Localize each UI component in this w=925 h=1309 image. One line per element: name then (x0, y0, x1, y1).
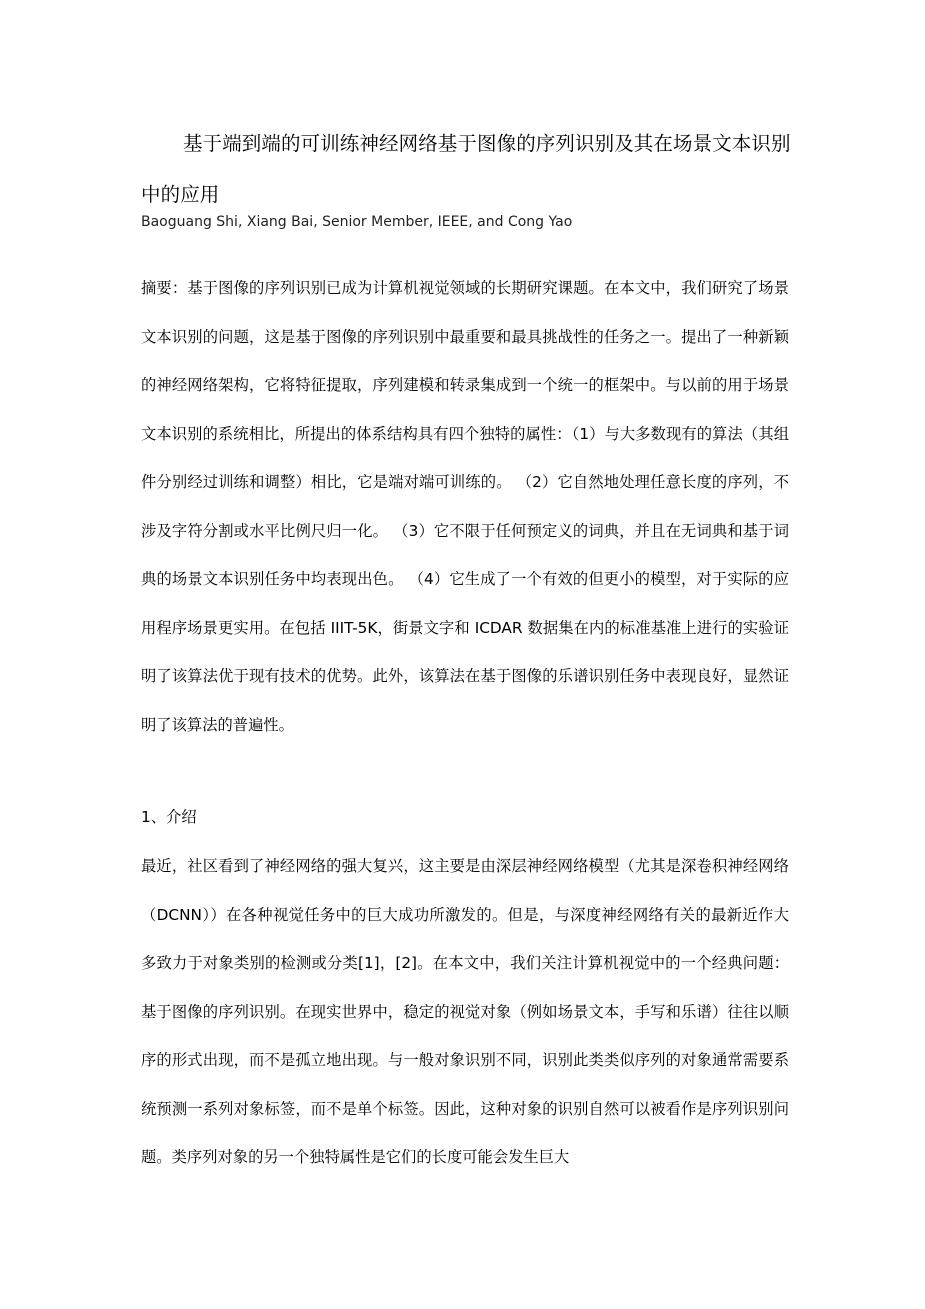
abstract-paragraph: 摘要：基于图像的序列识别已成为计算机视觉领域的长期研究课题。在本文中，我们研究了场景文本识别的问题，这是基于图像的序列识别中最重要和最具挑战性的任务之一。提出了一种新颖的神经网络架构，它将特征提取，序列建模和转录集成到一个统一的框架中。与以前的用于场景文本识别的系统相比，所提出的体系结构具有四个独特的属性：（1）与大多数现有的算法（其组件分别经过训练和调整）相比，它是端对端可训练的。 （2）它自然地处理任意长度的序列，不涉及字符分割或水平比例尺归一化。 （3）它不限于任何预定义的词典，并且在无词典和基于词典的场景文本识别任务中均表现出色。 （4）它生成了一个有效的但更小的模型，对于实际的应用程序场景更实用。在包括 IIIT-5K，街景文字和 ICDAR 数据集在内的标准基准上进行的实验证明了该算法优于现有技术的优势。此外，该算法在基于图像的乐谱识别任务中表现良好，显然证明了该算法的普遍性。 (141, 279, 789, 734)
section-heading-introduction: 1、介绍 (141, 808, 197, 826)
introduction-paragraph: 最近，社区看到了神经网络的强大复兴，这主要是由深层神经网络模型（尤其是深卷积神经网络（DCNN））在各种视觉任务中的巨大成功所激发的。但是，与深度神经网络有关的最新近作大多致力于对象类别的检测或分类[1]，[2]。在本文中，我们关注计算机视觉中的一个经典问题：基于图像的序列识别。在现实世界中，稳定的视觉对象（例如场景文本，手写和乐谱）往往以顺序的形式出现，而不是孤立地出现。与一般对象识别不同，识别此类类似序列的对象通常需要系统预测一系列对象标签，而不是单个标签。因此，这种对象的识别自然可以被看作是序列识别问题。类序列对象的另一个独特属性是它们的长度可能会发生巨大 (141, 857, 789, 1166)
paper-authors: Baoguang Shi, Xiang Bai, Senior Member, IEEE, and Cong Yao (141, 214, 573, 230)
paper-title: 基于端到端的可训练神经网络基于图像的序列识别及其在场景文本识别中的应用 (141, 132, 791, 206)
